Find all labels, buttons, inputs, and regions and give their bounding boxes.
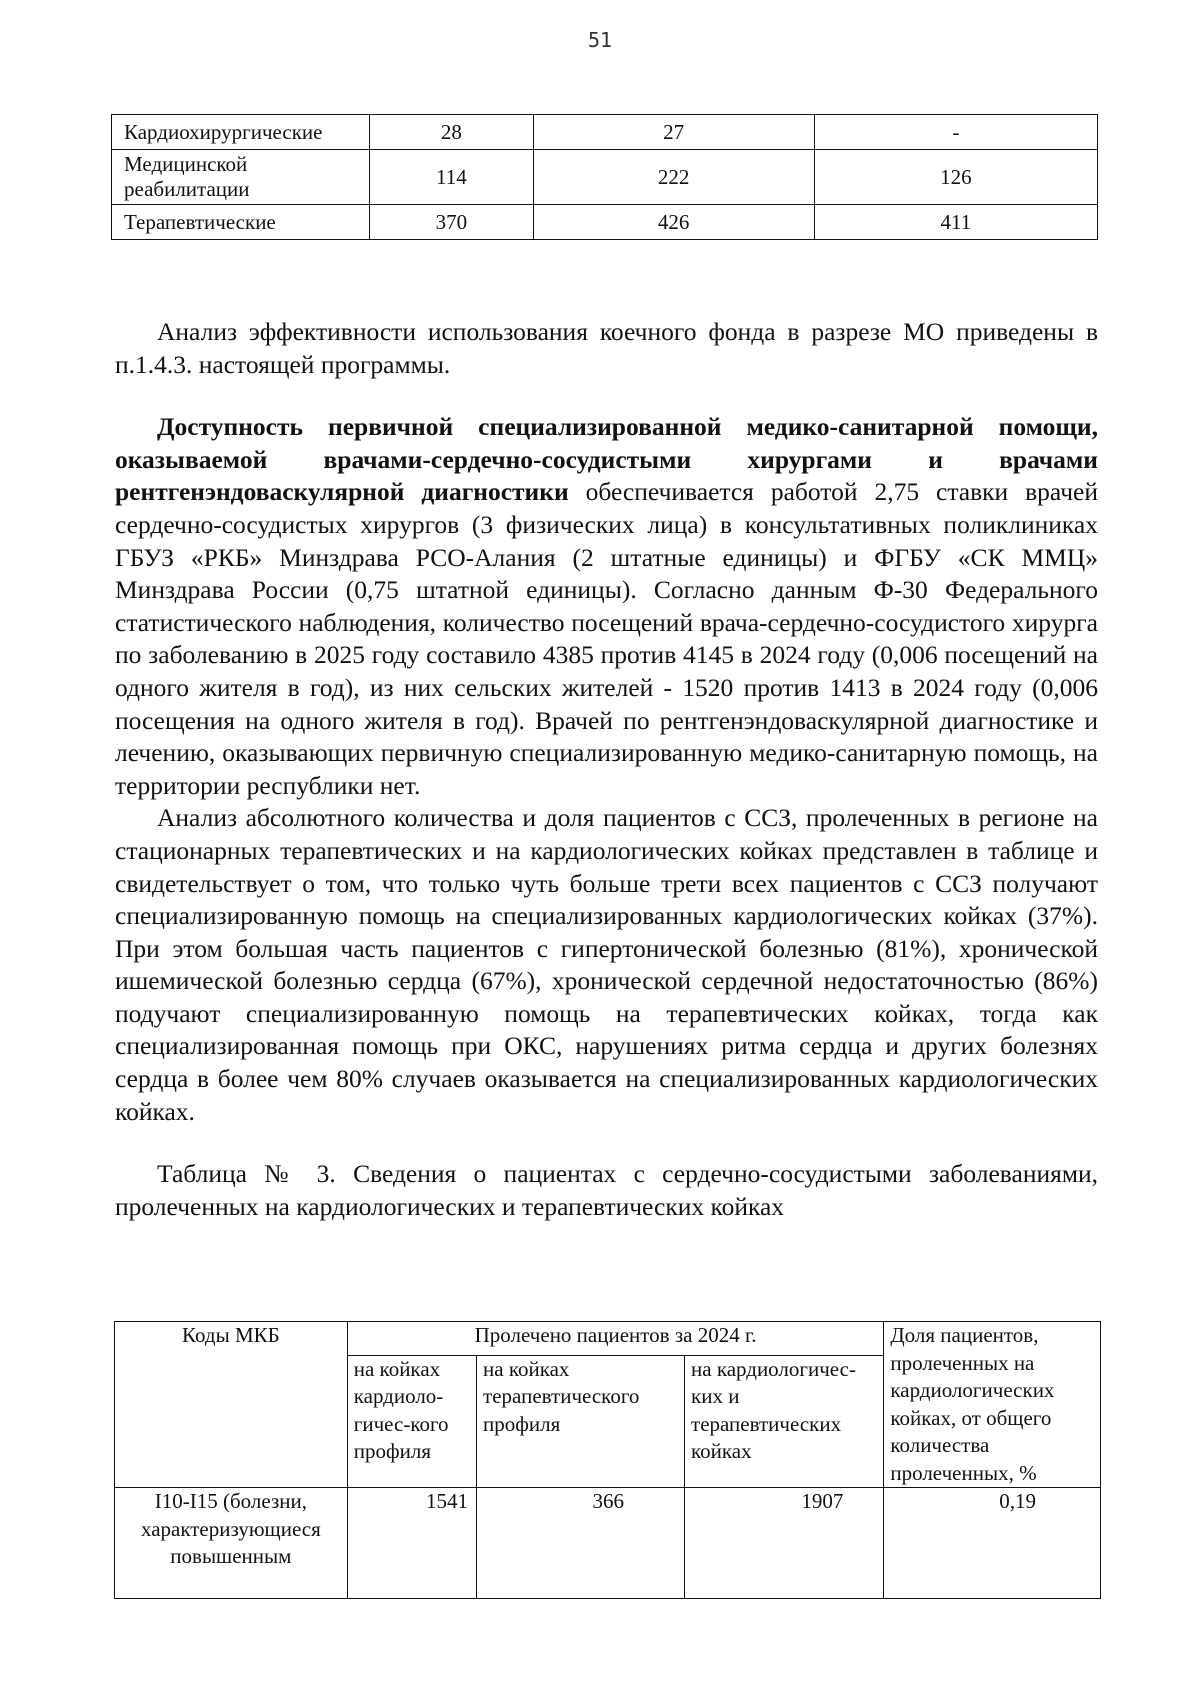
- cell-value: 27: [533, 115, 814, 150]
- paragraph-patient-analysis: Анализ абсолютного количества и доля пациентов с ССЗ, пролеченных в регионе на стационарных терапевтических и на кардиологических койках представлен в таблице и свидетельствует о том, что только чуть больше трети всех пациентов с ССЗ получают специализированную помощь на специализированных кардиологических койках (37%). При этом большая часть пациентов с гипертонической болезнью (81%), хронической ишемической болезнью сердца (67%), хронической сердечной недостаточностью (86%) подучают специализированную помощь на терапевтических койках, тогда как специализированная помощь при ОКС, нарушениях ритма сердца и других болезнях сердца в более чем 80% случаев оказывается на специализированных кардиологических койках.: [115, 803, 1098, 1126]
- row-label: Медицинской реабилитации: [112, 150, 370, 205]
- table-caption: Таблица № 3. Сведения о пациентах с сердечно-сосудистыми заболеваниями, пролеченных на кардиологических и терапевтических койках: [115, 1159, 1098, 1221]
- row-label: Терапевтические: [112, 205, 370, 240]
- row-label: Кардиохирургические: [112, 115, 370, 150]
- cell-value: 126: [814, 150, 1097, 205]
- header-therapy-beds: на койках терапевтического профиля: [477, 1355, 685, 1487]
- header-icd-codes: Коды МКБ: [115, 1322, 348, 1488]
- table-header-row: [115, 1322, 1101, 1356]
- header-treated: Пролечено пациентов за 2024 г.: [347, 1322, 884, 1356]
- paragraph-text: обеспечивается работой 2,75 ставки врачей сердечно-сосудистых хирургов (3 физических лица) в консультативных поликлиниках ГБУЗ «РКБ» Минздрава РСО-Алания (2 штатные единицы) и ФГБУ «СК ММЦ» Минздрава России (0,75 штатной единицы). Согласно данным Ф-30 Федерального статистического наблюдения, количество посещений врача-сердечно-сосудистого хирурга по заболеванию в 2025 году составило 4385 против 4145 в 2024 году (0,006 посещений на одного жителя в год), из них сельских жителей - 1520 против 1413 в 2024 году (0,006 посещения на одного жителя в год). Врачей по рентгенэндоваскулярной диагностике и лечению, оказывающих первичную специализированную медико-санитарную помощь, на территории республики нет.: [115, 477, 1098, 800]
- cell-value: 28: [370, 115, 533, 150]
- paragraph-accessibility: [115, 411, 1098, 802]
- cell-value: 0,19: [884, 1488, 1101, 1599]
- cell-value: 366: [477, 1488, 685, 1599]
- paragraph-bed-analysis: Анализ эффективности использования коечного фонда в разрезе МО приведены в п.1.4.3. настоящей программы.: [115, 317, 1098, 379]
- table-row: [112, 205, 1098, 240]
- cell-value: 222: [533, 150, 814, 205]
- cell-value: 411: [814, 205, 1097, 240]
- table-row: [115, 1488, 1101, 1599]
- cell-value: -: [814, 115, 1097, 150]
- cell-value: 1907: [685, 1488, 884, 1599]
- paragraph-bold-lead: Доступность первичной специализированной медико-санитарной помощи, оказываемой врачами-сердечно-сосудистыми хирургами и врачами рентгенэндоваскулярной диагностики: [115, 412, 1098, 507]
- body-text: [115, 316, 1098, 1223]
- cell-value: 114: [370, 150, 533, 205]
- patients-table: [114, 1321, 1101, 1599]
- icd-code-cell: I10-I15 (болезни, характеризующиеся повышенным: [115, 1488, 348, 1599]
- cell-value: 426: [533, 205, 814, 240]
- page-number: 51: [587, 28, 613, 52]
- table-row: [112, 115, 1098, 150]
- header-share: Доля пациентов, пролеченных на кардиологических койках, от общего количества пролеченных, %: [884, 1322, 1101, 1488]
- header-cardio-beds: на койках кардиоло-гичес-кого профиля: [347, 1355, 476, 1487]
- header-both-beds: на кардиологичес-ких и терапевтических койках: [685, 1355, 884, 1487]
- table-row: [112, 150, 1098, 205]
- cell-value: 370: [370, 205, 533, 240]
- bed-profile-table: [111, 114, 1098, 240]
- cell-value: 1541: [347, 1488, 476, 1599]
